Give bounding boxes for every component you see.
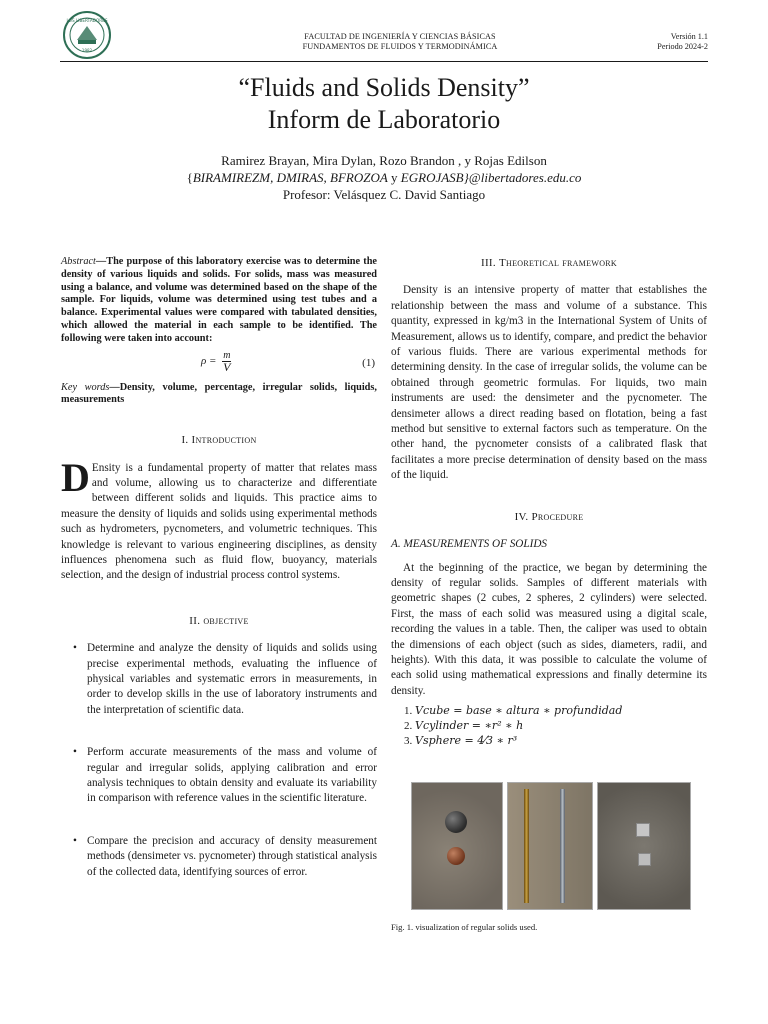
steel-sphere — [445, 811, 467, 833]
list-item: • Perform accurate measurements of the mass and volume of regular and irregular solids, applying calibration and error analysis techniques to obtain density and evaluate its variability in comparison with reference values in the scientific literature. — [87, 745, 377, 807]
header-divider — [60, 61, 708, 62]
list-item: 1. Vcube = base ∗ altura ∗ profundidad — [415, 703, 707, 718]
cube-2 — [638, 853, 651, 866]
faculty-name: FACULTAD DE INGENIERÍA Y CIENCIAS BÁSICAS — [304, 32, 496, 41]
section-heading-introduction: I. Introduction — [181, 434, 257, 447]
theory-paragraph: Density is an intensive property of matter that establishes the relationship between the mass and volume of a substance. This quantity, expressed in kg/m3 in the International System of Units of Measurement, allows us to identify, compare, and predict the behavior of various fluids. There are various experimental methods for determining density. In the case of irregular solids, the volume can be obtained through geometric formulas. For liquids, two main instruments are used: the densimeter and the pycnometer. The densimeter allows a direct reading based on flotation, being a fast method but sensitive to external factors such as temperature. On the other hand, the pycnometer consists of a calibrated flask that facilitates a more precise determination of density based on the mass of the liquid. — [391, 284, 707, 482]
equation-fraction: $\frac{m}{V}$ — [223, 349, 231, 374]
course-name: FUNDAMENTOS DE FLUIDOS Y TERMODINÁMICA — [302, 42, 498, 51]
page-header — [60, 10, 708, 62]
university-logo — [62, 10, 112, 60]
author-names: Ramirez Brayan, Mira Dylan, Rozo Brandon , y Rojas Edilson — [221, 153, 547, 168]
list-item: 2. Vcylinder = ∗r² ∗ h — [415, 718, 707, 733]
equation-lhs: ρ = — [201, 354, 217, 367]
photo-spheres — [411, 782, 503, 910]
photo-cylinders — [507, 782, 593, 910]
section-heading-procedure: IV. Procedure — [514, 510, 584, 523]
left-column — [61, 256, 377, 907]
photo-cubes — [597, 782, 691, 910]
figure-regular-solids — [411, 782, 713, 910]
procedure-paragraph: At the beginning of the practice, we began by determining the density of regular solids. Samples of different materials with geometric shapes (2 cubes, 2 spheres, 2 cylinders) were selected. First, the mass of each solid was measured using a digital scale, recording the values in a table. Then, the caliper was used to obtain the dimensions of each object (such as sides, diameters, radii, and heights). With this data, it was possible to calculate the volume of each solid using mathematical expressions and finally determine its density. — [391, 561, 707, 697]
svg-text:LOS LIBERTADORES: LOS LIBERTADORES — [66, 18, 108, 23]
header-version-block — [657, 32, 708, 52]
introduction-paragraph: D Ensity is a fundamental property of matter that relates mass and volume, allowing us to characterize and differentiate between different solids and liquids. This practice aims to measure the density of liquids and solids using experimental methods such as hydrometers, pycnometers, and volumetric techniques. This knowledge is relevant to various engineering disciplines, as density influences phenomena such as fluid flow, buoyancy, materials selection, and the design of industrial process control systems. — [61, 454, 377, 582]
list-item: 3. Vsphere = 4⁄3 ∗ r³ — [415, 733, 707, 748]
figure-caption: Fig. 1. visualization of regular solids used. — [391, 922, 538, 932]
drop-cap: D — [61, 454, 90, 500]
svg-text:1982: 1982 — [81, 48, 93, 53]
header-center-text — [250, 32, 550, 52]
title-line-1: “Fluids and Solids Density” — [238, 73, 530, 102]
copper-sphere — [447, 847, 465, 865]
section-heading-objective: II. objective — [189, 614, 249, 627]
list-item: • Determine and analyze the density of liquids and solids using precise experimental methods, evaluating the influence of physical variables and systematic errors in measurements, in order to develop skills in the use of laboratory instruments and the interpretation of scientific data. — [87, 641, 377, 718]
volume-formula-list — [391, 703, 707, 748]
professor-name: Profesor: Velásquez C. David Santiago — [282, 187, 486, 202]
cube-1 — [636, 823, 650, 837]
version-label: Versión 1.1 — [670, 32, 708, 41]
subsection-heading-solids: A. MEASUREMENTS OF SOLIDS — [391, 538, 547, 551]
steel-cylinder — [560, 789, 565, 903]
period-label: Periodo 2024-2 — [657, 42, 708, 51]
brass-cylinder — [524, 789, 529, 903]
list-item: • Compare the precision and accuracy of density measurement methods (densimeter vs. pycnometer) through statistical analysis of the collected data, identifying sources of error. — [87, 834, 377, 880]
keywords: Key words—Density, volume, percentage, irregular solids, liquids, measurements — [61, 381, 377, 406]
right-column — [391, 256, 707, 748]
title-line-2: Inform de Laboratorio — [267, 105, 501, 134]
equation-number: (1) — [362, 356, 375, 369]
author-block — [0, 152, 768, 203]
paper-title — [0, 72, 768, 136]
density-equation — [61, 348, 377, 376]
section-heading-theory: III. Theoretical framework — [481, 257, 617, 269]
objective-list — [61, 641, 377, 880]
abstract: Abstract—The purpose of this laboratory exercise was to determine the density of various liquids and solids. For solids, mass was measured using a balance, and volume was determined based on the shape of the sample. For liquids, volume was determined using test tubes and a balance. Experimental values were compared with tabulated densities, which allowed the material in each sample to be identified. The following were taken into account: — [61, 256, 377, 344]
author-emails: {BIRAMIREZM, DMIRAS, BFROZOA y EGROJASB}@libertadores.edu.co — [186, 170, 582, 185]
